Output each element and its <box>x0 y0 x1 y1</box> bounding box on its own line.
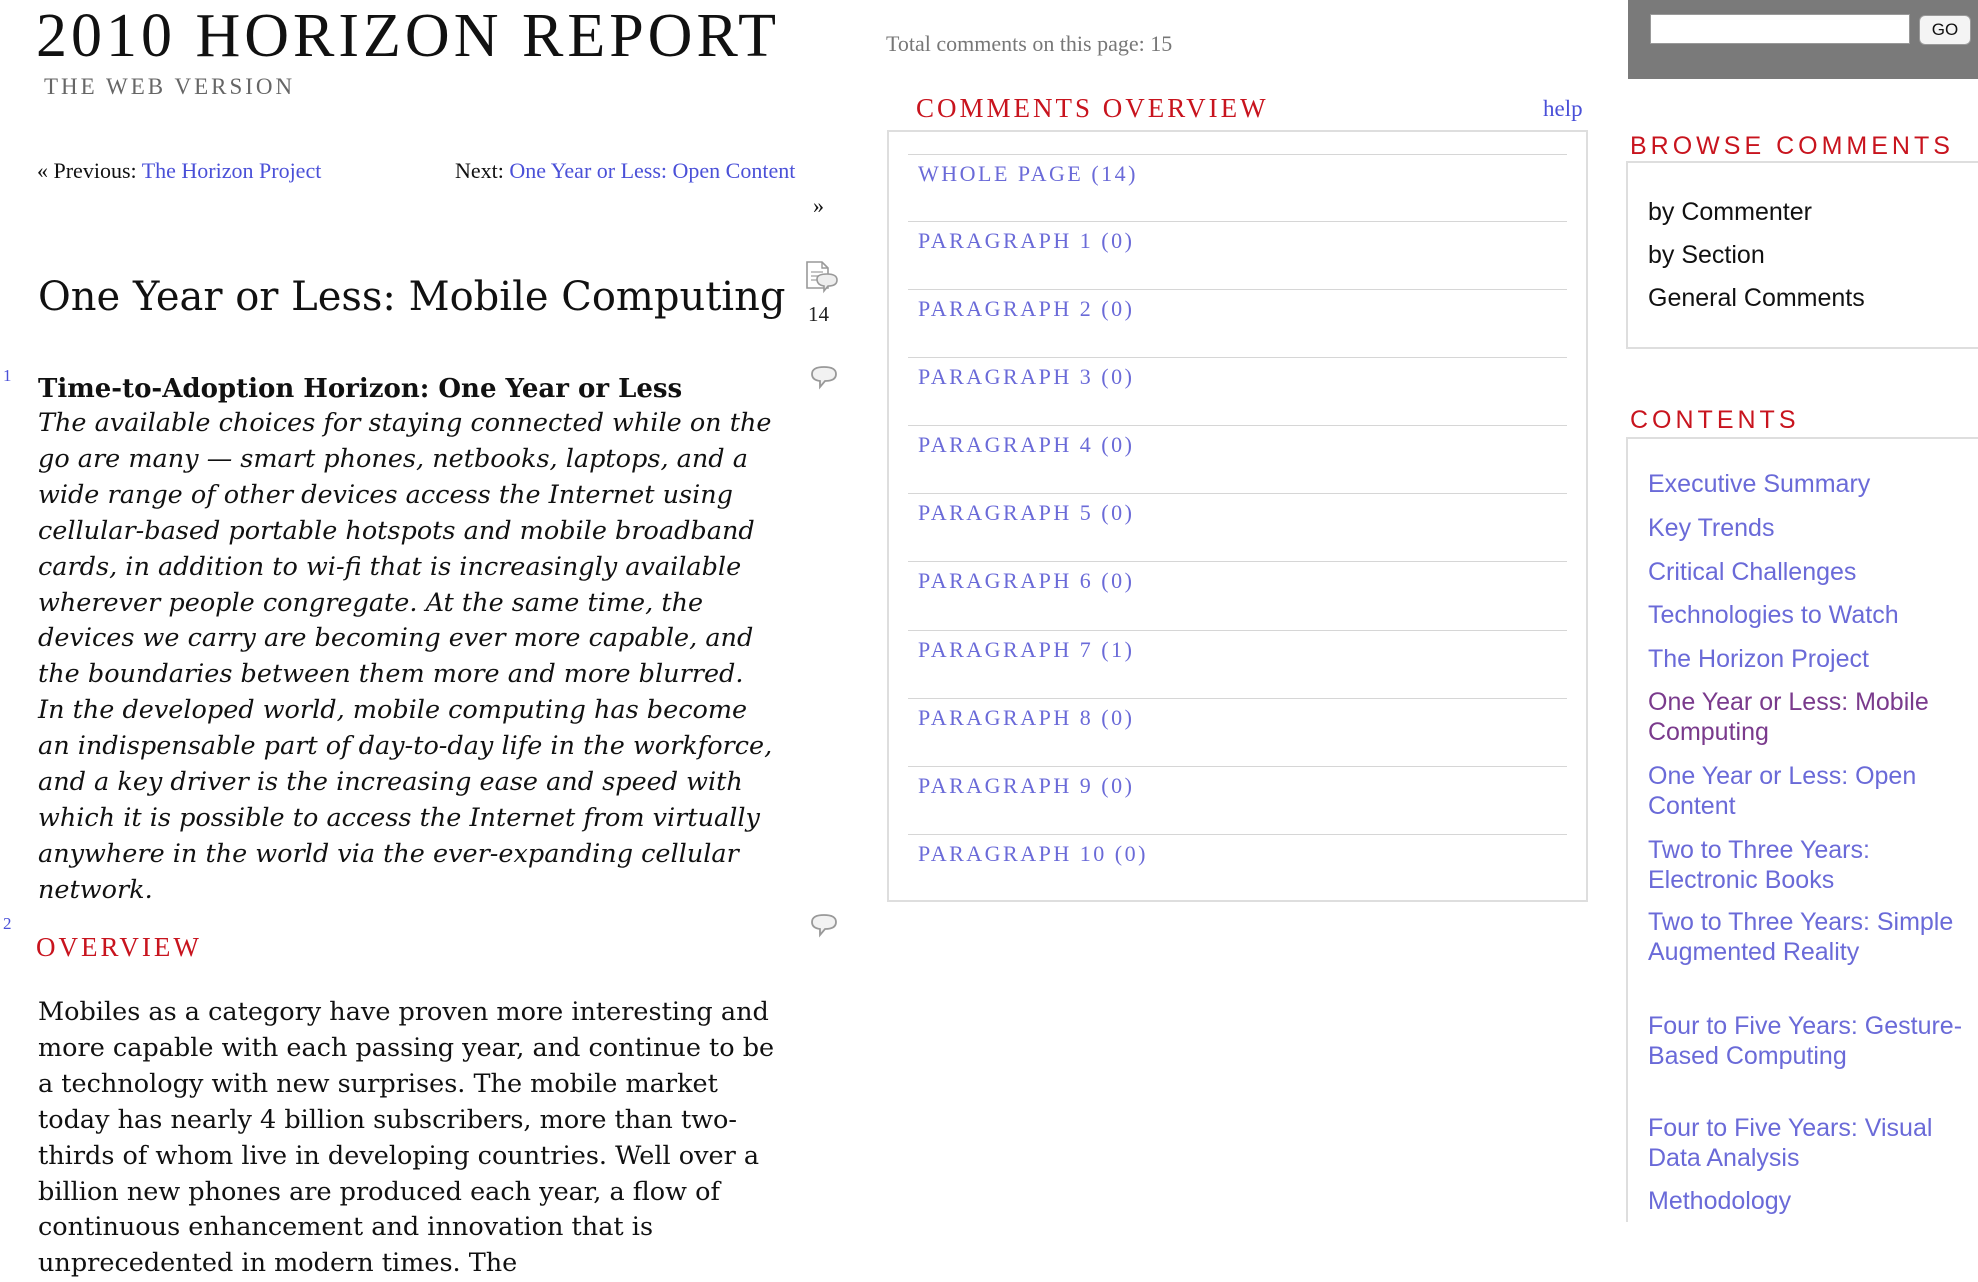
browse-comments-box <box>1626 161 1978 349</box>
search-bar <box>1628 0 1978 79</box>
page-title: One Year or Less: Mobile Computing <box>38 274 786 320</box>
next-label: Next: <box>455 158 510 183</box>
site-title[interactable]: 2010 HORIZON REPORT <box>36 2 780 70</box>
toc-item-horizon-project[interactable]: The Horizon Project <box>1648 645 1869 673</box>
toc-item-visual-data-analysis[interactable]: Four to Five Years: Visual Data Analysis <box>1648 1114 1933 1172</box>
contents-divider <box>1626 437 1978 439</box>
toc-item-augmented-reality[interactable]: Two to Three Years: Simple Augmented Reality <box>1648 908 1954 966</box>
paragraph-heading: Time-to-Adoption Horizon: One Year or Less <box>38 374 683 404</box>
next-arrow[interactable]: » <box>813 193 824 218</box>
section-heading: OVERVIEW <box>36 932 202 962</box>
toc-item-methodology[interactable]: Methodology <box>1648 1187 1792 1215</box>
help-link[interactable]: help <box>1543 96 1583 121</box>
search-input[interactable] <box>1650 14 1910 44</box>
comment-row-link[interactable]: PARAGRAPH 9 (0) <box>918 773 1135 798</box>
comment-row[interactable] <box>908 698 1567 764</box>
browse-comments-title: BROWSE COMMENTS <box>1630 132 1954 160</box>
search-go-button[interactable]: GO <box>1919 15 1971 45</box>
comment-row[interactable] <box>908 425 1567 491</box>
comment-row[interactable] <box>908 289 1567 355</box>
document-comments-icon[interactable] <box>803 260 839 296</box>
toc-item-electronic-books[interactable]: Two to Three Years: Electronic Books <box>1648 836 1870 894</box>
comment-row[interactable] <box>908 834 1567 900</box>
comment-row-link[interactable]: PARAGRAPH 8 (0) <box>918 705 1135 730</box>
paragraph-text: Mobiles as a category have proven more interesting and more capable with each passing year, and continue to be a technology with new surprises. The mobile market today has nearly 4 billion subscribers, more than two-thirds of whom live in developing countries. Well over a billion new phones are produced each year, a flow of continuous enhancement and innovation that is unprecedented in modern times. The <box>38 997 775 1279</box>
site-subtitle: THE WEB VERSION <box>44 74 296 99</box>
comment-row-link[interactable]: PARAGRAPH 1 (0) <box>918 228 1135 253</box>
browse-by-section[interactable]: by Section <box>1648 241 1765 269</box>
paragraph-number[interactable]: 1 <box>3 366 12 385</box>
previous-label: « Previous: <box>37 158 142 183</box>
comments-overview-title: COMMENTS OVERVIEW <box>916 93 1269 123</box>
next-nav <box>455 158 795 184</box>
toc-item-mobile-computing[interactable]: One Year or Less: Mobile Computing <box>1648 688 1929 746</box>
comment-row[interactable] <box>908 154 1567 220</box>
comment-row-link[interactable]: PARAGRAPH 2 (0) <box>918 296 1135 321</box>
browse-by-commenter[interactable]: by Commenter <box>1648 198 1812 226</box>
previous-link[interactable]: The Horizon Project <box>141 158 322 183</box>
next-link[interactable]: One Year or Less: Open Content <box>509 158 796 183</box>
total-comments: Total comments on this page: 15 <box>886 31 1173 56</box>
toc-item-key-trends[interactable]: Key Trends <box>1648 514 1775 542</box>
comment-row-link[interactable]: PARAGRAPH 7 (1) <box>918 637 1135 662</box>
comment-row[interactable] <box>908 357 1567 423</box>
toc-item-open-content[interactable]: One Year or Less: Open Content <box>1648 762 1917 820</box>
previous-nav <box>37 158 321 184</box>
browse-general-comments[interactable]: General Comments <box>1648 284 1865 312</box>
contents-border <box>1626 437 1628 1222</box>
toc-item-critical-challenges[interactable]: Critical Challenges <box>1648 558 1857 586</box>
comment-row[interactable] <box>908 630 1567 696</box>
paragraph-text: The available choices for staying connected while on the go are many — smart phones, netbooks, laptops, and a wide range of other devices access the Internet using cellular-based portable hotspots and mobile broadband cards, in addition to wi-fi that is increasingly available wherever people congregate. At the same time, the devices we carry are becoming ever more capable, and the boundaries between them more and more blurred. In the developed world, mobile computing has become an indispensable part of day-to-day life in the workforce, and a key driver is the increasing ease and speed with which it is possible to access the Internet from virtually anywhere in the world via the ever-expanding cellular network. <box>38 408 773 905</box>
comment-row-link[interactable]: WHOLE PAGE (14) <box>918 161 1138 186</box>
comment-row[interactable] <box>908 766 1567 832</box>
paragraph-number[interactable]: 2 <box>3 914 12 933</box>
comment-row-link[interactable]: PARAGRAPH 6 (0) <box>918 568 1135 593</box>
toc-item-technologies-to-watch[interactable]: Technologies to Watch <box>1648 601 1899 629</box>
toc-item-executive-summary[interactable]: Executive Summary <box>1648 470 1871 498</box>
comment-row[interactable] <box>908 493 1567 559</box>
comments-overview-box <box>887 130 1588 902</box>
comment-row-link[interactable]: PARAGRAPH 10 (0) <box>918 841 1148 866</box>
contents-title: CONTENTS <box>1630 406 1800 434</box>
speech-bubble-icon[interactable] <box>810 364 838 390</box>
comment-row-link[interactable]: PARAGRAPH 5 (0) <box>918 500 1135 525</box>
comment-row[interactable] <box>908 221 1567 287</box>
comment-row[interactable] <box>908 561 1567 627</box>
comment-row-link[interactable]: PARAGRAPH 3 (0) <box>918 364 1135 389</box>
speech-bubble-icon[interactable] <box>810 912 838 938</box>
toc-item-gesture-computing[interactable]: Four to Five Years: Gesture-Based Computing <box>1648 1012 1963 1070</box>
comment-row-link[interactable]: PARAGRAPH 4 (0) <box>918 432 1135 457</box>
page-comment-count[interactable]: 14 <box>808 302 829 326</box>
